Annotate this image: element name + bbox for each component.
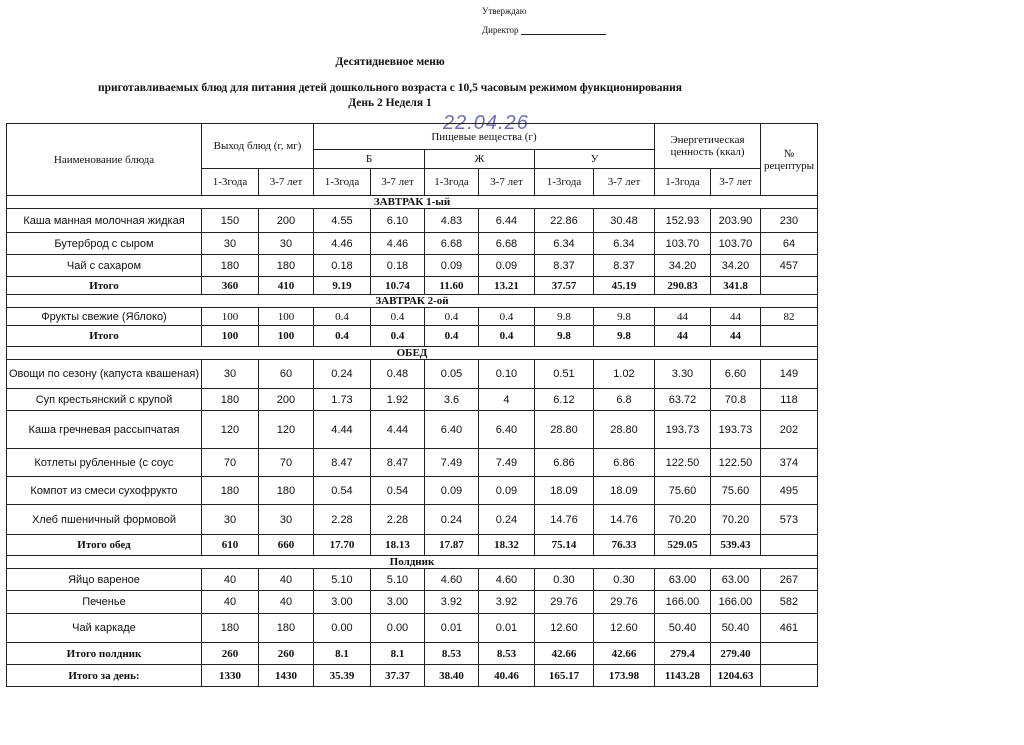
value-cell: 7.49 — [424, 449, 478, 477]
value-cell: 4.44 — [313, 411, 370, 449]
col-energy-header: Энергетическая ценность (ккал) — [654, 124, 760, 169]
col-b-header: Б — [313, 150, 424, 169]
value-cell: 6.86 — [534, 449, 593, 477]
value-cell: 22.86 — [534, 209, 593, 233]
value-cell: 18.09 — [534, 477, 593, 505]
value-cell: 495 — [760, 477, 817, 505]
subtotal-value — [760, 277, 817, 295]
age-header: 1-3года — [654, 169, 710, 196]
value-cell: 44 — [710, 308, 760, 326]
value-cell: 100 — [258, 308, 313, 326]
table-row — [7, 360, 818, 389]
age-header: 3-7 лет — [593, 169, 654, 196]
handwritten-date: 22.04.26 — [443, 112, 529, 134]
subtotal-row — [7, 643, 818, 665]
value-cell: 180 — [258, 477, 313, 505]
value-cell: 50.40 — [654, 614, 710, 643]
value-cell: 1.92 — [370, 389, 424, 411]
subtotal-value — [760, 535, 817, 556]
subtotal-value: 10.74 — [370, 277, 424, 295]
subtotal-value: 341.8 — [710, 277, 760, 295]
value-cell: 6.34 — [534, 233, 593, 255]
value-cell: 3.6 — [424, 389, 478, 411]
value-cell: 0.48 — [370, 360, 424, 389]
section-title-row — [7, 295, 818, 308]
subtotal-row — [7, 277, 818, 295]
dish-name: Хлеб пшеничный формовой — [7, 505, 202, 535]
grand-total-label: Итого за день: — [7, 665, 202, 687]
director-signature-line — [482, 25, 606, 35]
table-row — [7, 308, 818, 326]
value-cell: 100 — [201, 308, 258, 326]
approve-label: Утверждаю — [482, 6, 527, 16]
value-cell: 8.37 — [534, 255, 593, 277]
dish-name: Чай с сахаром — [7, 255, 202, 277]
age-header: 3-7 лет — [258, 169, 313, 196]
value-cell: 30.48 — [593, 209, 654, 233]
col-u-header: У — [534, 150, 654, 169]
value-cell: 40 — [201, 591, 258, 614]
subtotal-value: 539.43 — [710, 535, 760, 556]
value-cell: 2.28 — [370, 505, 424, 535]
dish-name: Бутерброд с сыром — [7, 233, 202, 255]
value-cell: 461 — [760, 614, 817, 643]
value-cell: 4.55 — [313, 209, 370, 233]
subtotal-value: 17.70 — [313, 535, 370, 556]
value-cell: 7.49 — [478, 449, 534, 477]
dish-name: Фрукты свежие (Яблоко) — [7, 308, 202, 326]
table-row — [7, 614, 818, 643]
value-cell: 12.60 — [593, 614, 654, 643]
value-cell: 75.60 — [654, 477, 710, 505]
value-cell: 14.76 — [593, 505, 654, 535]
value-cell: 30 — [258, 233, 313, 255]
value-cell: 18.09 — [593, 477, 654, 505]
value-cell: 120 — [258, 411, 313, 449]
col-nutrients-header: Пищевые вещества (г) — [313, 124, 654, 150]
menu-subtitle: приготавливаемых блюд для питания детей дошкольного возраста с 10,5 часовым режимом функционирования — [97, 82, 683, 94]
age-header: 1-3года — [424, 169, 478, 196]
subtotal-row — [7, 326, 818, 347]
value-cell: 70.20 — [710, 505, 760, 535]
age-header: 3-7 лет — [478, 169, 534, 196]
table-row — [7, 411, 818, 449]
value-cell: 103.70 — [654, 233, 710, 255]
value-cell: 0.05 — [424, 360, 478, 389]
value-cell: 30 — [201, 505, 258, 535]
value-cell: 63.00 — [654, 569, 710, 591]
subtotal-value: 8.53 — [478, 643, 534, 665]
value-cell: 1.02 — [593, 360, 654, 389]
value-cell: 166.00 — [654, 591, 710, 614]
value-cell: 6.34 — [593, 233, 654, 255]
value-cell: 3.92 — [424, 591, 478, 614]
value-cell: 4 — [478, 389, 534, 411]
subtotal-label: Итого — [7, 277, 202, 295]
header-row-1 — [7, 124, 818, 150]
grand-total-row — [7, 665, 818, 687]
value-cell: 180 — [201, 614, 258, 643]
value-cell: 50.40 — [710, 614, 760, 643]
value-cell: 152.93 — [654, 209, 710, 233]
subtotal-label: Итого — [7, 326, 202, 347]
table-row — [7, 591, 818, 614]
section-title-row — [7, 347, 818, 360]
value-cell: 0.4 — [478, 308, 534, 326]
dish-name: Овощи по сезону (капуста квашеная) — [7, 360, 202, 389]
value-cell: 0.01 — [424, 614, 478, 643]
value-cell: 70 — [201, 449, 258, 477]
value-cell: 122.50 — [710, 449, 760, 477]
value-cell: 0.4 — [370, 308, 424, 326]
value-cell: 8.47 — [313, 449, 370, 477]
grand-total-value: 1330 — [201, 665, 258, 687]
subtotal-value: 13.21 — [478, 277, 534, 295]
value-cell: 34.20 — [710, 255, 760, 277]
menu-table — [6, 123, 818, 687]
dish-name: Компот из смеси сухофрукто — [7, 477, 202, 505]
value-cell: 0.54 — [313, 477, 370, 505]
subtotal-value: 17.87 — [424, 535, 478, 556]
value-cell: 0.09 — [478, 255, 534, 277]
age-header: 1-3года — [534, 169, 593, 196]
value-cell: 3.92 — [478, 591, 534, 614]
subtotal-value: 9.8 — [534, 326, 593, 347]
value-cell: 180 — [258, 614, 313, 643]
value-cell: 4.46 — [313, 233, 370, 255]
value-cell: 202 — [760, 411, 817, 449]
menu-table-body — [7, 124, 818, 687]
subtotal-value — [760, 643, 817, 665]
value-cell: 75.60 — [710, 477, 760, 505]
subtotal-value: 9.19 — [313, 277, 370, 295]
subtotal-value — [760, 326, 817, 347]
value-cell: 6.68 — [424, 233, 478, 255]
value-cell: 8.37 — [593, 255, 654, 277]
value-cell: 2.28 — [313, 505, 370, 535]
value-cell: 70 — [258, 449, 313, 477]
value-cell: 193.73 — [654, 411, 710, 449]
value-cell: 9.8 — [534, 308, 593, 326]
value-cell: 30 — [201, 360, 258, 389]
subtotal-value: 360 — [201, 277, 258, 295]
value-cell: 5.10 — [313, 569, 370, 591]
subtotal-value: 410 — [258, 277, 313, 295]
value-cell: 1.73 — [313, 389, 370, 411]
grand-total-value: 40.46 — [478, 665, 534, 687]
subtotal-value: 75.14 — [534, 535, 593, 556]
table-row — [7, 505, 818, 535]
subtotal-value: 42.66 — [534, 643, 593, 665]
value-cell: 29.76 — [593, 591, 654, 614]
subtotal-value: 0.4 — [370, 326, 424, 347]
grand-total-value: 1143.28 — [654, 665, 710, 687]
grand-total-value: 35.39 — [313, 665, 370, 687]
value-cell: 0.09 — [424, 255, 478, 277]
value-cell: 60 — [258, 360, 313, 389]
subtotal-value: 8.1 — [370, 643, 424, 665]
dish-name: Котлеты рубленные (с соус — [7, 449, 202, 477]
value-cell: 8.47 — [370, 449, 424, 477]
value-cell: 70.20 — [654, 505, 710, 535]
value-cell: 149 — [760, 360, 817, 389]
value-cell: 6.12 — [534, 389, 593, 411]
value-cell: 0.24 — [478, 505, 534, 535]
value-cell: 6.68 — [478, 233, 534, 255]
grand-total-value: 1204.63 — [710, 665, 760, 687]
table-row — [7, 569, 818, 591]
subtotal-label: Итого обед — [7, 535, 202, 556]
col-recipe-header: № рецептуры — [760, 124, 817, 196]
subtotal-value: 18.32 — [478, 535, 534, 556]
value-cell: 200 — [258, 389, 313, 411]
subtotal-value: 11.60 — [424, 277, 478, 295]
subtotal-value: 260 — [201, 643, 258, 665]
value-cell: 3.00 — [313, 591, 370, 614]
value-cell: 0.18 — [370, 255, 424, 277]
value-cell: 166.00 — [710, 591, 760, 614]
table-row — [7, 209, 818, 233]
subtotal-label: Итого полдник — [7, 643, 202, 665]
value-cell: 573 — [760, 505, 817, 535]
value-cell: 122.50 — [654, 449, 710, 477]
value-cell: 0.30 — [593, 569, 654, 591]
value-cell: 118 — [760, 389, 817, 411]
value-cell: 40 — [258, 591, 313, 614]
table-row — [7, 233, 818, 255]
age-header: 1-3года — [201, 169, 258, 196]
value-cell: 582 — [760, 591, 817, 614]
value-cell: 0.09 — [478, 477, 534, 505]
value-cell: 0.4 — [313, 308, 370, 326]
dish-name: Чай каркаде — [7, 614, 202, 643]
subtotal-value: 260 — [258, 643, 313, 665]
dish-name: Суп крестьянский с крупой — [7, 389, 202, 411]
signature-line — [521, 34, 606, 35]
value-cell: 203.90 — [710, 209, 760, 233]
value-cell: 180 — [201, 255, 258, 277]
value-cell: 4.83 — [424, 209, 478, 233]
grand-total-value: 165.17 — [534, 665, 593, 687]
value-cell: 6.8 — [593, 389, 654, 411]
value-cell: 6.40 — [424, 411, 478, 449]
value-cell: 30 — [258, 505, 313, 535]
value-cell: 0.18 — [313, 255, 370, 277]
grand-total-value: 37.37 — [370, 665, 424, 687]
menu-title: Десятидневное меню — [335, 56, 445, 68]
value-cell: 4.60 — [424, 569, 478, 591]
value-cell: 6.40 — [478, 411, 534, 449]
value-cell: 6.10 — [370, 209, 424, 233]
subtotal-value: 529.05 — [654, 535, 710, 556]
col-dish-header: Наименование блюда — [7, 124, 202, 196]
age-header: 3-7 лет — [370, 169, 424, 196]
value-cell: 374 — [760, 449, 817, 477]
subtotal-value: 100 — [201, 326, 258, 347]
subtotal-value: 279.40 — [710, 643, 760, 665]
value-cell: 4.46 — [370, 233, 424, 255]
grand-total-value — [760, 665, 817, 687]
value-cell: 29.76 — [534, 591, 593, 614]
value-cell: 0.00 — [370, 614, 424, 643]
value-cell: 14.76 — [534, 505, 593, 535]
subtotal-value: 8.1 — [313, 643, 370, 665]
value-cell: 150 — [201, 209, 258, 233]
section-title: Полдник — [7, 556, 818, 569]
dish-name: Печенье — [7, 591, 202, 614]
value-cell: 28.80 — [534, 411, 593, 449]
grand-total-value: 173.98 — [593, 665, 654, 687]
value-cell: 5.10 — [370, 569, 424, 591]
subtotal-value: 100 — [258, 326, 313, 347]
day-week-label: День 2 Неделя 1 — [348, 97, 432, 109]
value-cell: 0.24 — [424, 505, 478, 535]
value-cell: 12.60 — [534, 614, 593, 643]
value-cell: 28.80 — [593, 411, 654, 449]
grand-total-value: 38.40 — [424, 665, 478, 687]
subtotal-value: 660 — [258, 535, 313, 556]
value-cell: 6.60 — [710, 360, 760, 389]
value-cell: 0.51 — [534, 360, 593, 389]
table-row — [7, 449, 818, 477]
value-cell: 30 — [201, 233, 258, 255]
value-cell: 3.00 — [370, 591, 424, 614]
subtotal-value: 0.4 — [313, 326, 370, 347]
value-cell: 180 — [201, 477, 258, 505]
value-cell: 0.09 — [424, 477, 478, 505]
section-title: ЗАВТРАК 1-ый — [7, 196, 818, 209]
dish-name: Каша манная молочная жидкая — [7, 209, 202, 233]
subtotal-row — [7, 535, 818, 556]
value-cell: 0.24 — [313, 360, 370, 389]
section-title: ЗАВТРАК 2-ой — [7, 295, 818, 308]
grand-total-value: 1430 — [258, 665, 313, 687]
subtotal-value: 9.8 — [593, 326, 654, 347]
section-title-row — [7, 196, 818, 209]
table-row — [7, 477, 818, 505]
section-title-row — [7, 556, 818, 569]
value-cell: 63.00 — [710, 569, 760, 591]
value-cell: 4.44 — [370, 411, 424, 449]
subtotal-value: 18.13 — [370, 535, 424, 556]
subtotal-value: 45.19 — [593, 277, 654, 295]
table-row — [7, 255, 818, 277]
value-cell: 44 — [654, 308, 710, 326]
dish-name: Каша гречневая рассыпчатая — [7, 411, 202, 449]
value-cell: 120 — [201, 411, 258, 449]
value-cell: 267 — [760, 569, 817, 591]
table-row — [7, 389, 818, 411]
subtotal-value: 44 — [654, 326, 710, 347]
age-header: 3-7 лет — [710, 169, 760, 196]
value-cell: 70.8 — [710, 389, 760, 411]
value-cell: 6.44 — [478, 209, 534, 233]
value-cell: 40 — [201, 569, 258, 591]
value-cell: 193.73 — [710, 411, 760, 449]
subtotal-value: 0.4 — [478, 326, 534, 347]
age-header: 1-3года — [313, 169, 370, 196]
subtotal-value: 279.4 — [654, 643, 710, 665]
dish-name: Яйцо вареное — [7, 569, 202, 591]
value-cell: 3.30 — [654, 360, 710, 389]
subtotal-value: 42.66 — [593, 643, 654, 665]
value-cell: 230 — [760, 209, 817, 233]
value-cell: 64 — [760, 233, 817, 255]
section-title: ОБЕД — [7, 347, 818, 360]
subtotal-value: 76.33 — [593, 535, 654, 556]
value-cell: 180 — [258, 255, 313, 277]
value-cell: 457 — [760, 255, 817, 277]
value-cell: 0.4 — [424, 308, 478, 326]
value-cell: 0.30 — [534, 569, 593, 591]
value-cell: 34.20 — [654, 255, 710, 277]
col-yield-header: Выход блюд (г, мг) — [201, 124, 313, 169]
value-cell: 63.72 — [654, 389, 710, 411]
value-cell: 0.10 — [478, 360, 534, 389]
value-cell: 180 — [201, 389, 258, 411]
subtotal-value: 44 — [710, 326, 760, 347]
subtotal-value: 37.57 — [534, 277, 593, 295]
subtotal-value: 8.53 — [424, 643, 478, 665]
value-cell: 200 — [258, 209, 313, 233]
value-cell: 103.70 — [710, 233, 760, 255]
value-cell: 9.8 — [593, 308, 654, 326]
value-cell: 82 — [760, 308, 817, 326]
col-zh-header: Ж — [424, 150, 534, 169]
director-label: Директор — [482, 25, 519, 35]
value-cell: 6.86 — [593, 449, 654, 477]
subtotal-value: 610 — [201, 535, 258, 556]
value-cell: 40 — [258, 569, 313, 591]
subtotal-value: 290.83 — [654, 277, 710, 295]
subtotal-value: 0.4 — [424, 326, 478, 347]
value-cell: 0.54 — [370, 477, 424, 505]
value-cell: 0.01 — [478, 614, 534, 643]
value-cell: 0.00 — [313, 614, 370, 643]
value-cell: 4.60 — [478, 569, 534, 591]
